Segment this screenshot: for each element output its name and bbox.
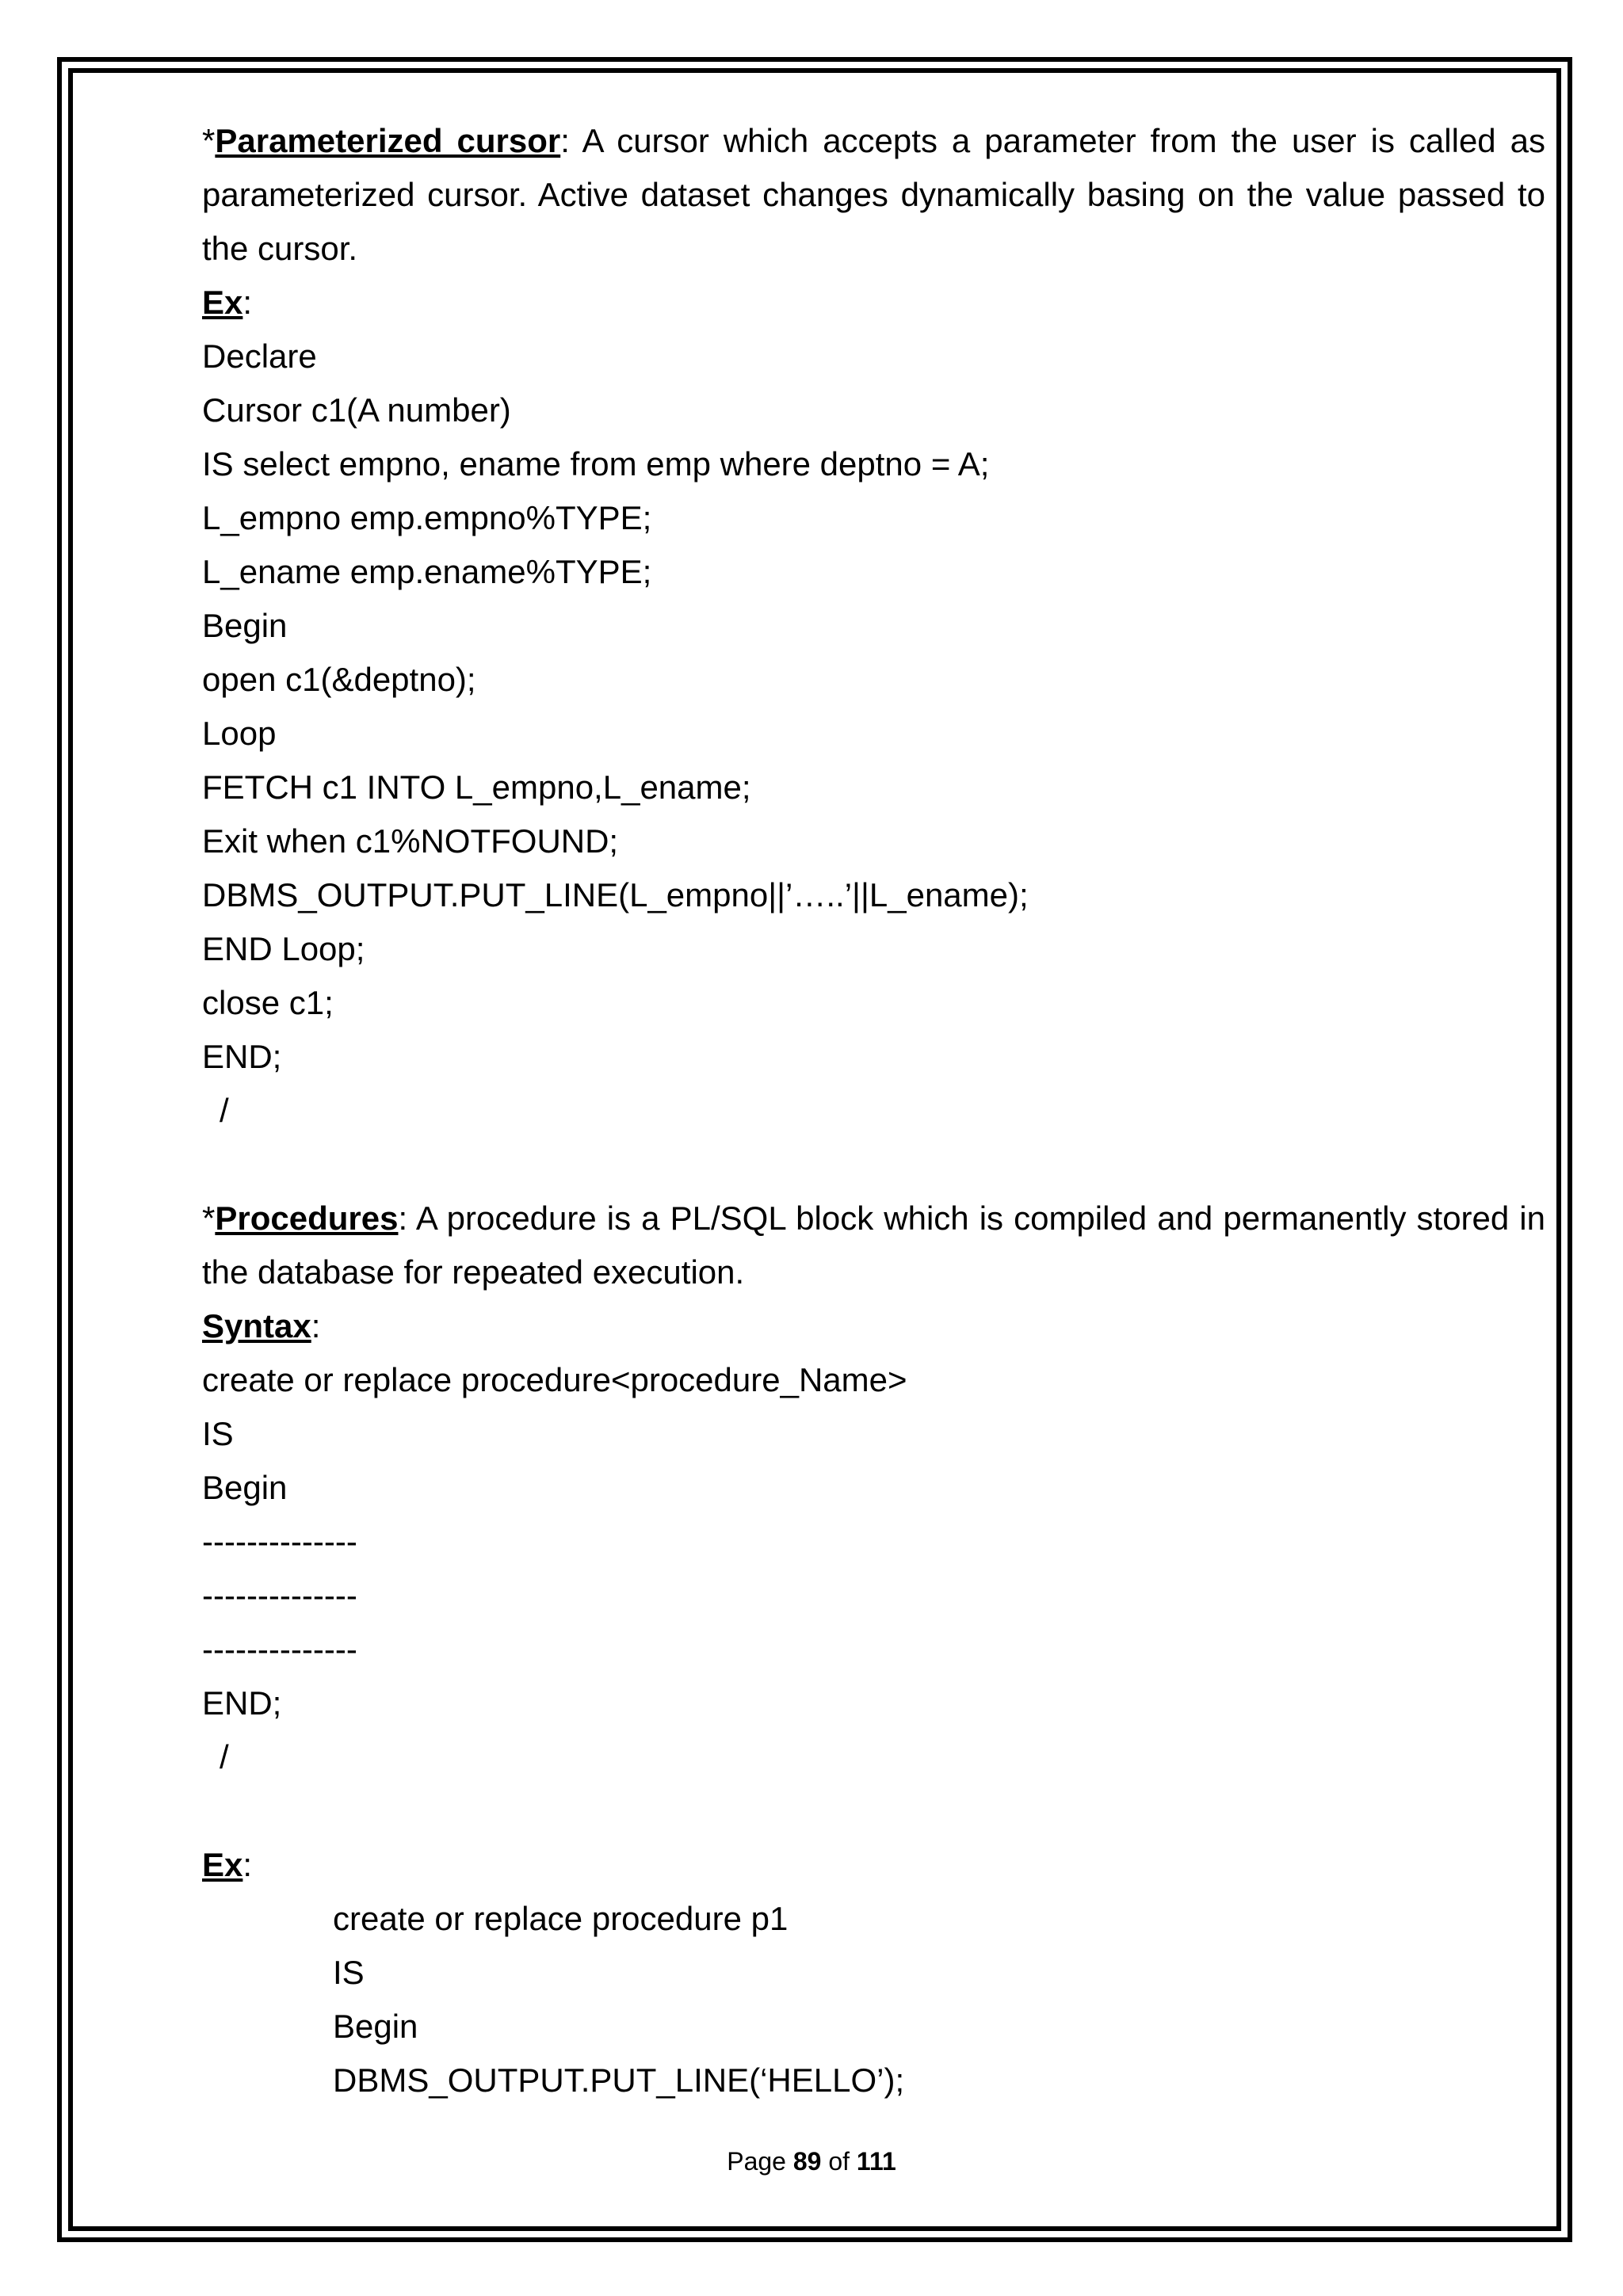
code-line: create or replace procedure p1 bbox=[333, 1900, 789, 1937]
code-line: Exit when c1%NOTFOUND; bbox=[202, 822, 619, 860]
code-line: END; bbox=[202, 1038, 282, 1075]
page-content bbox=[202, 114, 1545, 2107]
code-line: IS bbox=[333, 1954, 365, 1991]
code-slash: / bbox=[220, 1092, 229, 1129]
code-line: L_empno emp.empno%TYPE; bbox=[202, 499, 652, 536]
procedures-definition: : A procedure is a PL/SQL block which is compiled and permanently stored in the database for repeated execution. bbox=[202, 1199, 1545, 1291]
code-line: Declare bbox=[202, 338, 317, 375]
code-line: Begin bbox=[202, 607, 288, 644]
procedure-example-code bbox=[202, 1892, 1545, 2107]
cursor-example-code bbox=[202, 330, 1545, 1138]
spacer bbox=[202, 1138, 1545, 1192]
code-line: -------------- bbox=[202, 1630, 357, 1668]
code-line: IS bbox=[202, 1415, 234, 1452]
page-total: 111 bbox=[856, 2147, 896, 2176]
code-line: Loop bbox=[202, 715, 277, 752]
syntax-label: Syntax: bbox=[202, 1307, 321, 1344]
code-line: Cursor c1(A number) bbox=[202, 391, 511, 429]
procedures-paragraph bbox=[202, 1192, 1545, 1299]
code-line: END; bbox=[202, 1684, 282, 1722]
code-line: create or replace procedure<procedure_Name> bbox=[202, 1361, 907, 1398]
code-line: Begin bbox=[333, 2008, 418, 2045]
code-line: Begin bbox=[202, 1469, 288, 1506]
page-word: Page bbox=[727, 2147, 786, 2176]
parameterized-cursor-heading: Parameterized cursor bbox=[215, 122, 561, 159]
parameterized-cursor-definition: : A cursor which accepts a parameter from the user is called as parameterized cursor. Active dataset changes dynamically basing on the value passed to the cursor. bbox=[202, 122, 1545, 267]
code-line: FETCH c1 INTO L_empno,L_ename; bbox=[202, 769, 751, 806]
code-line: IS select empno, ename from emp where deptno = A; bbox=[202, 445, 990, 482]
code-line: close c1; bbox=[202, 984, 334, 1021]
procedure-syntax-code bbox=[202, 1353, 1545, 1784]
code-line: DBMS_OUTPUT.PUT_LINE(‘HELLO’); bbox=[333, 2061, 905, 2099]
code-line: -------------- bbox=[202, 1577, 357, 1614]
page-number: 89 bbox=[792, 2147, 822, 2176]
procedures-heading: Procedures bbox=[215, 1199, 399, 1237]
example-label-2: Ex: bbox=[202, 1846, 253, 1883]
code-slash: / bbox=[220, 1738, 229, 1775]
example-label-1: Ex: bbox=[202, 284, 253, 321]
code-line: open c1(&deptno); bbox=[202, 661, 476, 698]
code-line: L_ename emp.ename%TYPE; bbox=[202, 553, 652, 590]
bullet-star: * bbox=[202, 1199, 216, 1237]
code-line: DBMS_OUTPUT.PUT_LINE(L_empno||’…..’||L_ename); bbox=[202, 876, 1029, 913]
parameterized-cursor-paragraph bbox=[202, 114, 1545, 276]
bullet-star: * bbox=[202, 122, 216, 159]
of-word: of bbox=[828, 2147, 850, 2176]
code-line: -------------- bbox=[202, 1523, 357, 1560]
code-line: END Loop; bbox=[202, 930, 365, 967]
spacer bbox=[202, 1784, 1545, 1838]
page-footer bbox=[0, 2145, 1623, 2177]
